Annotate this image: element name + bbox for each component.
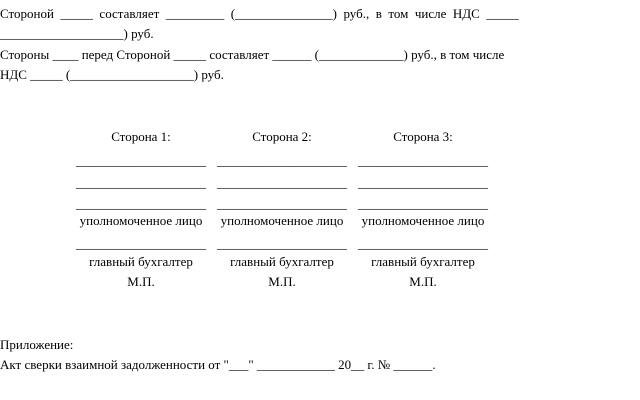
signature-blank: ____________________ [358, 175, 488, 190]
chief-accountant-label: главный бухгалтер [371, 254, 475, 269]
signature-blank: ____________________ [76, 175, 206, 190]
seal-label: М.П. [409, 274, 437, 289]
signature-blank: ____________________ [358, 236, 488, 251]
party-heading: Сторона 1: [111, 129, 171, 144]
signature-blank: ____________________ [76, 236, 206, 251]
signature-blank: ____________________ [217, 196, 347, 211]
appendix-title: Приложение: [0, 337, 74, 352]
signature-blank: ____________________ [217, 175, 347, 190]
authorized-person-label: уполномоченное лицо [220, 213, 344, 228]
signature-blank: ____________________ [358, 153, 488, 168]
authorized-person-label: уполномоченное лицо [361, 213, 485, 228]
signature-blank: ____________________ [217, 153, 347, 168]
chief-accountant-label: главный бухгалтер [230, 254, 334, 269]
seal-label: М.П. [127, 274, 155, 289]
signature-blank: ____________________ [76, 153, 206, 168]
seal-label: М.П. [268, 274, 296, 289]
party-heading: Сторона 2: [252, 129, 312, 144]
chief-accountant-label: главный бухгалтер [89, 254, 193, 269]
appendix-line: Акт сверки взаимной задолженности от "___" ____________ 20__ г. № ______. [0, 357, 436, 372]
signature-blank: ____________________ [217, 236, 347, 251]
amount-text-line-3: Стороны ____ перед Стороной _____ составляет ______ (_____________) руб., в том числе [0, 47, 505, 62]
amount-text-line-4: НДС _____ (___________________) руб. [0, 67, 224, 82]
party-heading: Сторона 3: [393, 129, 453, 144]
authorized-person-label: уполномоченное лицо [79, 213, 203, 228]
amount-text-line-1: Стороной _____ составляет _________ (_______________) руб., в том числе НДС _____ [0, 6, 519, 21]
amount-text-line-2: ___________________) руб. [0, 26, 154, 41]
signature-blank: ____________________ [358, 196, 488, 211]
signature-blank: ____________________ [76, 196, 206, 211]
